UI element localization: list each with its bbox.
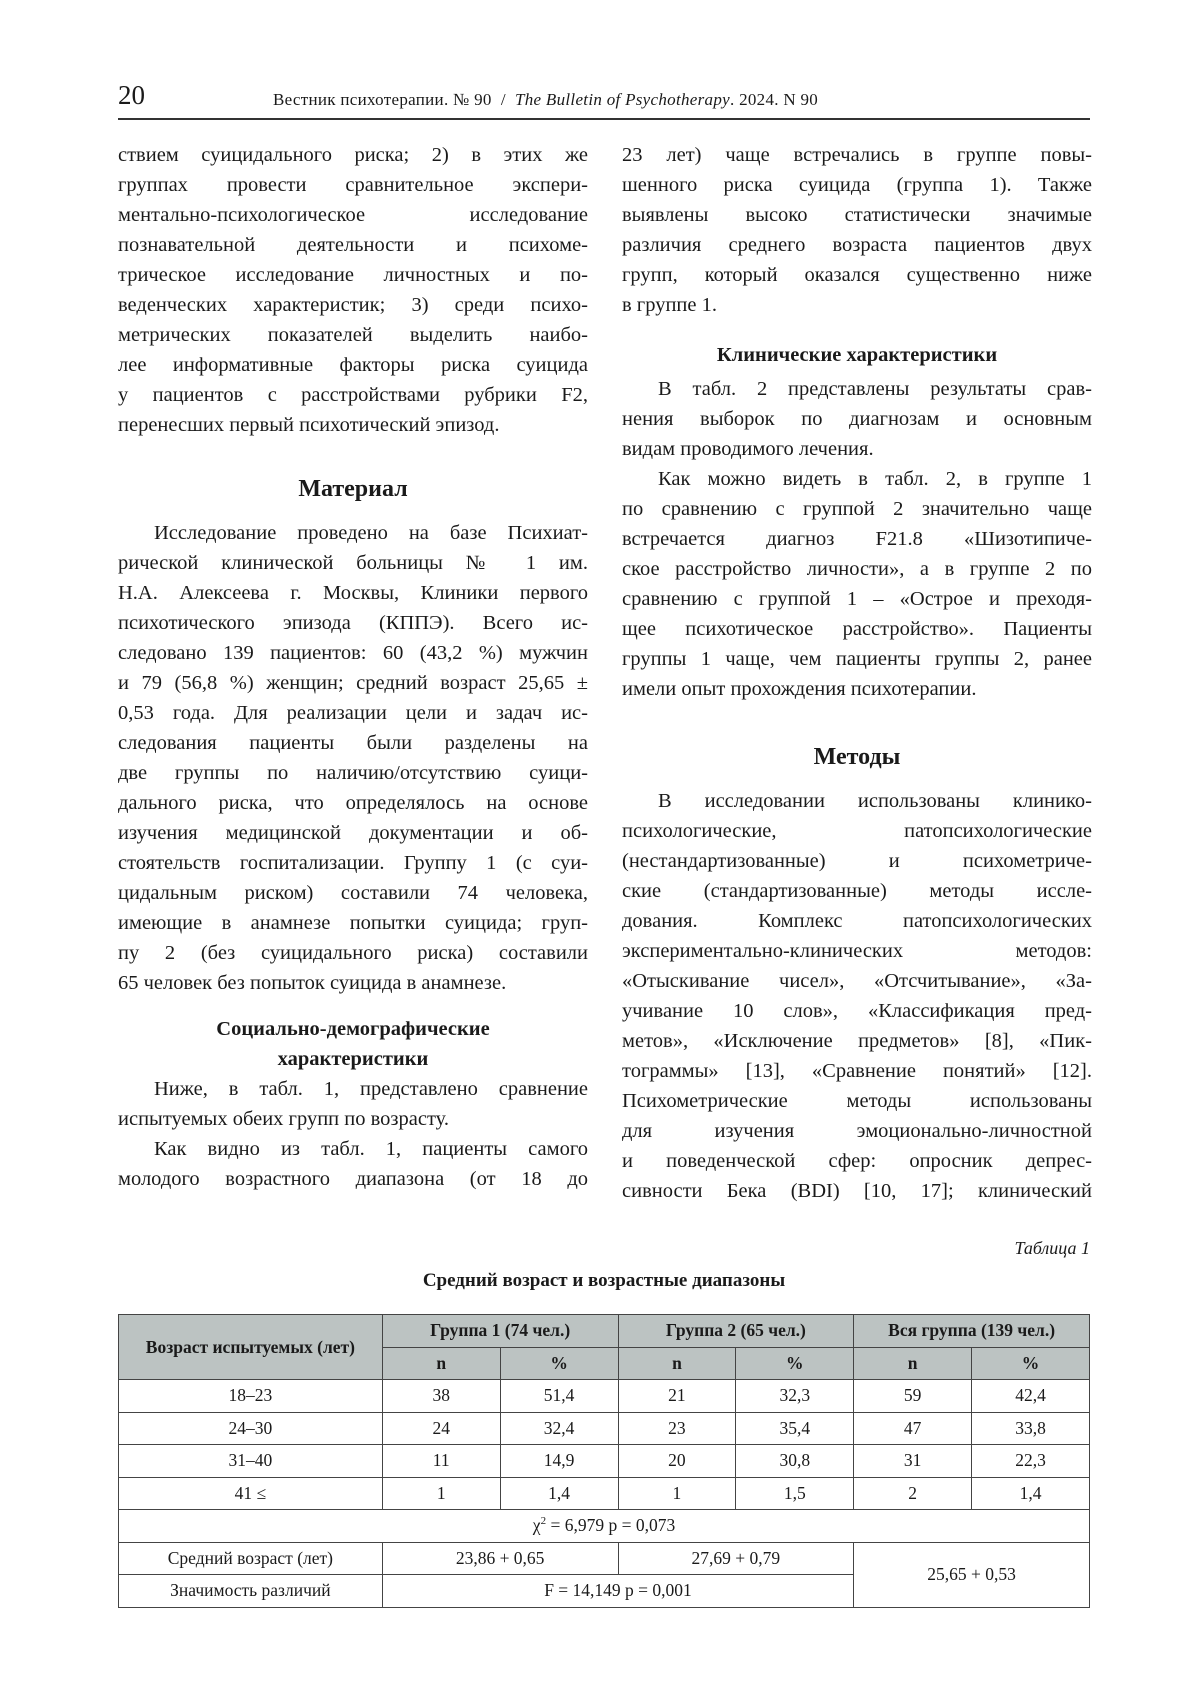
page — [118, 78, 1092, 1601]
cell: 1,5 — [736, 1477, 854, 1510]
text-line: психотического эпизода (КППЭ). Всего ис- — [118, 612, 588, 634]
text-line: метов», «Исключение предметов» [8], «Пик- — [622, 1030, 1092, 1052]
age-table — [118, 1314, 1090, 1608]
cell: 32,3 — [736, 1380, 854, 1413]
text-line: «Отыскивание чисел», «Отсчитывание», «За- — [622, 970, 1092, 992]
header-group2: Группа 2 (65 чел.) — [618, 1315, 854, 1348]
heading-social-demographic — [118, 1014, 588, 1074]
text-line: молодого возрастного диапазона (от 18 до — [118, 1168, 588, 1190]
text-line: и 79 (56,8 %) женщин; средний возраст 25,65 ± — [118, 672, 588, 694]
text-line: дального риска, что определялось на основе — [118, 792, 588, 814]
header-pct: % — [972, 1347, 1090, 1380]
text-line: Как видно из табл. 1, пациенты самого — [154, 1138, 588, 1160]
header-n: n — [382, 1347, 500, 1380]
table-title: Средний возраст и возрастные диапазоны — [422, 1270, 786, 1291]
text-line: 65 человек без попыток суицида в анамнезе. — [118, 972, 507, 994]
body-columns — [118, 136, 1090, 1226]
text-line: имели опыт прохождения психотерапии. — [622, 678, 977, 700]
cell-age: 24–30 — [119, 1412, 383, 1445]
text-line: тограммы» [13], «Сравнение понятий» [12]. — [622, 1060, 1092, 1082]
text-line: щее психотическое расстройство». Пациенты — [622, 618, 1092, 640]
journal-title-en: The Bulletin of Psychotherapy — [514, 90, 730, 109]
table-row — [119, 1477, 1090, 1510]
text-line: имеющие в анамнезе попытки суицида; груп- — [118, 912, 588, 934]
heading-social-line-1: Социально-демографические — [216, 1018, 490, 1040]
header-age: Возраст испытуемых (лет) — [119, 1315, 383, 1380]
text-line: пу 2 (без суицидального риска) составили — [118, 942, 588, 964]
chi-square-cell — [119, 1510, 1090, 1543]
table-header-row — [119, 1315, 1090, 1348]
text-line: 23 лет) чаще встречались в группе повы- — [622, 144, 1092, 166]
cell: 33,8 — [972, 1412, 1090, 1445]
text-line: группах провести сравнительное экспери- — [118, 174, 588, 196]
mean-age-row — [119, 1542, 1090, 1575]
text-line: по сравнению с группой 2 значительно чаще — [622, 498, 1092, 520]
text-line: В табл. 2 представлены результаты срав- — [658, 378, 1092, 400]
cell: 31 — [854, 1445, 972, 1478]
heading-clinical: Клинические характеристики — [716, 344, 998, 366]
header-n: n — [854, 1347, 972, 1380]
chi-value: = 6,979 p = 0,073 — [546, 1515, 676, 1536]
text-line: 0,53 года. Для реализации цели и задач ис- — [118, 702, 588, 724]
cell-age: 18–23 — [119, 1380, 383, 1413]
text-line: учивание 10 слов», «Классификация пред- — [622, 1000, 1092, 1022]
cell: 21 — [618, 1380, 736, 1413]
text-line: сравнению с группой 1 – «Острое и преходя- — [622, 588, 1092, 610]
text-line: метрических показателей выделить наибо- — [118, 324, 588, 346]
header-pct: % — [500, 1347, 618, 1380]
text-line: познавательной деятельности и психоме- — [118, 234, 588, 256]
cell: 51,4 — [500, 1380, 618, 1413]
mean-age-all: 25,65 + 0,53 — [854, 1542, 1090, 1607]
cell: 14,9 — [500, 1445, 618, 1478]
mean-age-group1: 23,86 + 0,65 — [382, 1542, 618, 1575]
header-n: n — [618, 1347, 736, 1380]
text-line: веденческих характеристик; 3) среди психо- — [118, 294, 588, 316]
text-line: Н.А. Алексеева г. Москвы, Клиники первого — [118, 582, 588, 604]
paragraph-clinical-2 — [622, 464, 1092, 704]
cell: 22,3 — [972, 1445, 1090, 1478]
text-line: ментально-психологическое исследование — [118, 204, 588, 226]
text-line: ствием суицидального риска; 2) в этих же — [118, 144, 588, 166]
text-line: трическое исследование личностных и по- — [118, 264, 588, 286]
cell: 38 — [382, 1380, 500, 1413]
text-line: видам проводимого лечения. — [622, 438, 874, 460]
text-line: рической клинической больницы № 1 им. — [118, 552, 588, 574]
paragraph-aims-end — [118, 140, 588, 440]
text-line: следовано 139 пациентов: 60 (43,2 %) мужчин — [118, 642, 588, 664]
cell: 1 — [618, 1477, 736, 1510]
text-line: две группы по наличию/отсутствию суици- — [118, 762, 588, 784]
cell: 23 — [618, 1412, 736, 1445]
left-column — [118, 136, 588, 1194]
text-line: психологические, патопсихологические — [622, 820, 1092, 842]
text-line: цидальным риском) составили 74 человека, — [118, 882, 588, 904]
significance-value: F = 14,149 p = 0,001 — [382, 1575, 853, 1608]
chi-square-row — [119, 1510, 1090, 1543]
text-line: Исследование проведено на базе Психиат- — [154, 522, 588, 544]
text-line: нения выборок по диагнозам и основным — [622, 408, 1092, 430]
cell: 24 — [382, 1412, 500, 1445]
mean-age-group2: 27,69 + 0,79 — [618, 1542, 854, 1575]
header-group1: Группа 1 (74 чел.) — [382, 1315, 618, 1348]
header-all: Вся группа (139 чел.) — [854, 1315, 1090, 1348]
cell: 2 — [854, 1477, 972, 1510]
table-body — [119, 1380, 1090, 1608]
text-line: (нестандартизованные) и психометриче- — [622, 850, 1092, 872]
text-line: различия среднего возраста пациентов двух — [622, 234, 1092, 256]
journal-year-issue: . 2024. N 90 — [729, 90, 819, 109]
cell: 1,4 — [500, 1477, 618, 1510]
cell: 20 — [618, 1445, 736, 1478]
text-line: ские (стандартизованные) методы иссле- — [622, 880, 1092, 902]
text-line: групп, который оказался существенно ниже — [622, 264, 1092, 286]
mean-age-label: Средний возраст (лет) — [119, 1542, 383, 1575]
right-column — [622, 136, 1092, 1206]
heading-social-line-2: характеристики — [277, 1048, 429, 1070]
text-line: изучения медицинской документации и об- — [118, 822, 588, 844]
cell: 11 — [382, 1445, 500, 1478]
cell-age: 41 ≤ — [119, 1477, 383, 1510]
cell: 47 — [854, 1412, 972, 1445]
paragraph-material — [118, 518, 588, 998]
journal-title-ru: Вестник психотерапии. № 90 — [273, 90, 492, 109]
text-line: дования. Комплекс патопсихологических — [622, 910, 1092, 932]
cell: 32,4 — [500, 1412, 618, 1445]
cell: 59 — [854, 1380, 972, 1413]
chi-superscript: 2 — [540, 1515, 547, 1528]
text-line: Психометрические методы использованы — [622, 1090, 1092, 1112]
cell: 35,4 — [736, 1412, 854, 1445]
text-line: Ниже, в табл. 1, представлено сравнение — [154, 1078, 588, 1100]
header-pct: % — [736, 1347, 854, 1380]
text-line: следования пациенты были разделены на — [118, 732, 588, 754]
text-line: встречается диагноз F21.8 «Шизотипиче- — [622, 528, 1092, 550]
cell: 1 — [382, 1477, 500, 1510]
text-line: у пациентов с расстройствами рубрики F2, — [118, 384, 588, 406]
table-header — [119, 1315, 1090, 1380]
text-line: экспериментально-клинических методов: — [622, 940, 1092, 962]
paragraph-age-finding-cont — [622, 140, 1092, 320]
table-caption: Таблица 1 — [1014, 1238, 1090, 1258]
paragraph-age-finding — [118, 1134, 588, 1194]
text-line: Как можно видеть в табл. 2, в группе 1 — [658, 468, 1092, 490]
heading-methods: Методы — [813, 744, 901, 770]
paragraph-table-intro — [118, 1074, 588, 1134]
table-row — [119, 1380, 1090, 1413]
page-number: 20 — [118, 80, 145, 110]
significance-label: Значимость различий — [119, 1575, 383, 1608]
text-line: и поведенческой сфер: опросник депрес- — [622, 1150, 1092, 1172]
text-line: В исследовании использованы клинико- — [658, 790, 1092, 812]
text-line: шенного риска суицида (группа 1). Также — [622, 174, 1092, 196]
cell: 42,4 — [972, 1380, 1090, 1413]
text-line: в группе 1. — [622, 294, 717, 316]
chi-symbol: χ — [532, 1515, 541, 1536]
journal-title — [273, 90, 818, 110]
cell: 1,4 — [972, 1477, 1090, 1510]
cell-age: 31–40 — [119, 1445, 383, 1478]
text-line: стоятельств госпитализации. Группу 1 (с суи- — [118, 852, 588, 874]
text-line: перенесших первый психотический эпизод. — [118, 414, 500, 436]
paragraph-methods — [622, 786, 1092, 1206]
table-row — [119, 1412, 1090, 1445]
paragraph-clinical-1 — [622, 374, 1092, 464]
text-line: ское расстройство личности», а в группе 2 по — [622, 558, 1092, 580]
text-line: группы 1 чаще, чем пациенты группы 2, ранее — [622, 648, 1092, 670]
text-line: лее информативные факторы риска суицида — [118, 354, 588, 376]
text-line: сивности Бека (BDI) [10, 17]; клинический — [622, 1180, 1092, 1202]
running-header — [118, 78, 1090, 120]
text-line: для изучения эмоционально-личностной — [622, 1120, 1092, 1142]
heading-material: Материал — [298, 476, 408, 502]
table-row — [119, 1445, 1090, 1478]
journal-title-separator: / — [500, 90, 506, 109]
text-line: выявлены высоко статистически значимые — [622, 204, 1092, 226]
cell: 30,8 — [736, 1445, 854, 1478]
text-line: испытуемых обеих групп по возрасту. — [118, 1108, 449, 1130]
